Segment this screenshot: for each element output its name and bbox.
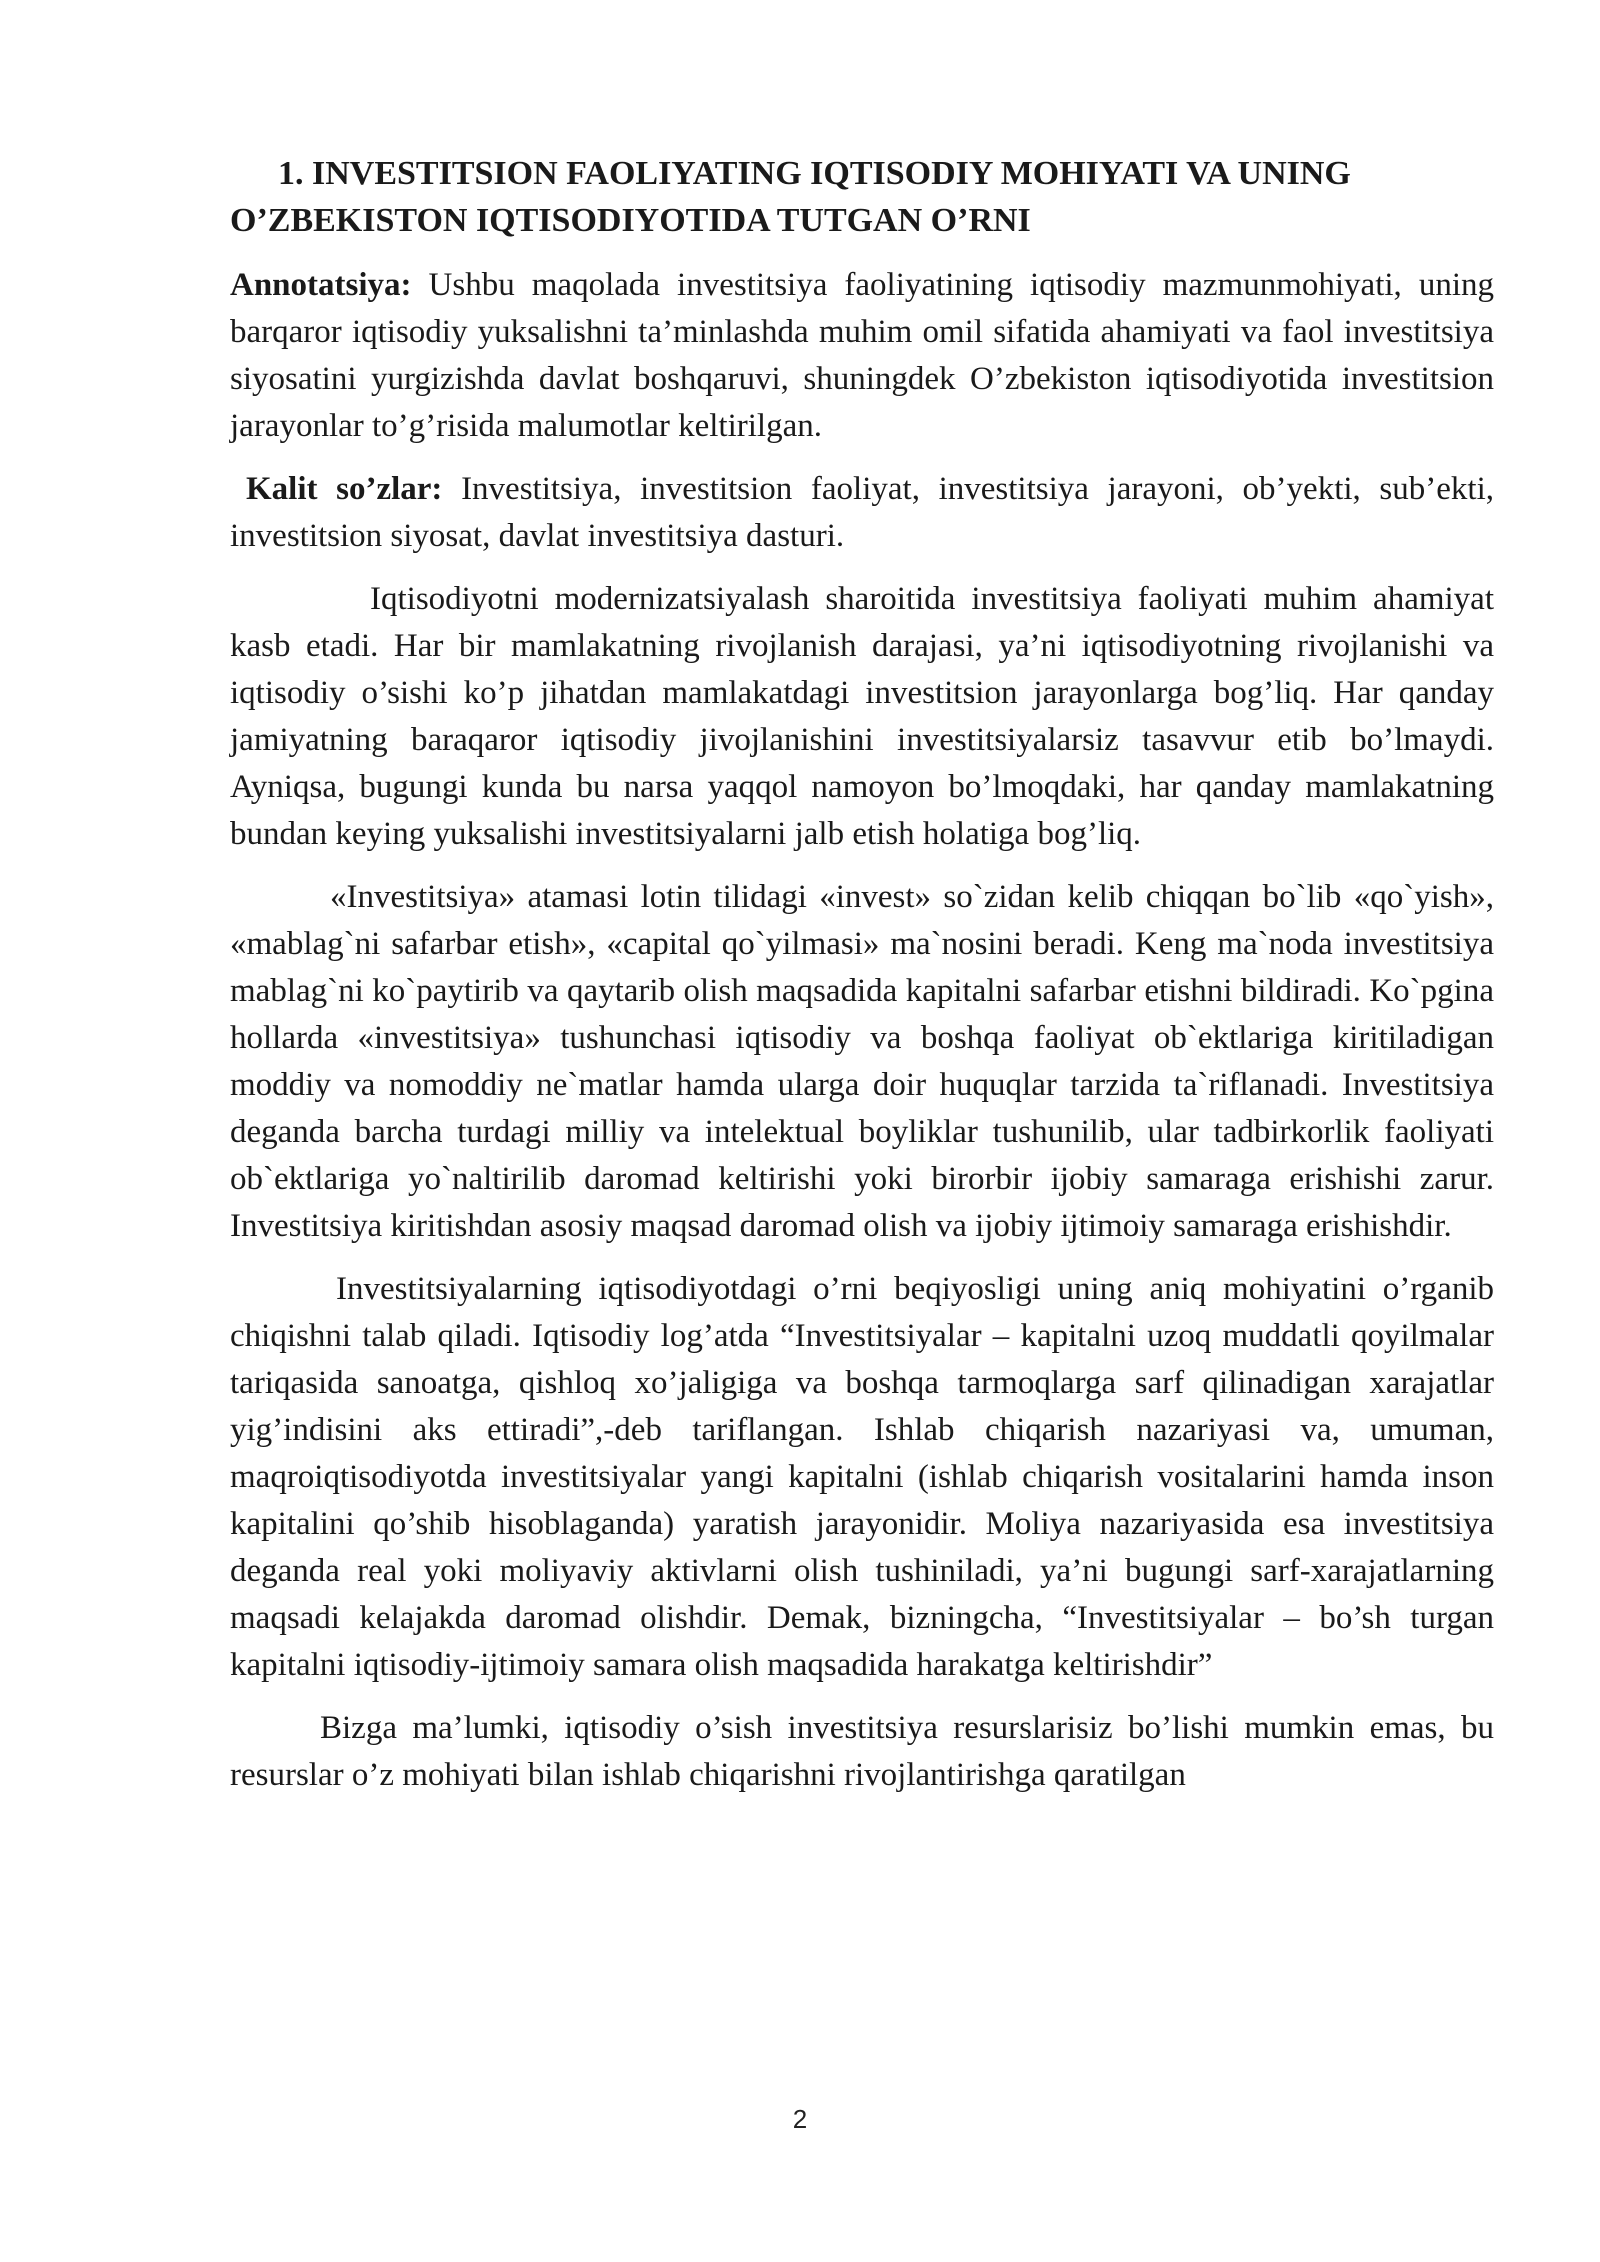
body-paragraph-2: «Investitsiya» atamasi lotin tilidagi «invest» so`zidan kelib chiqqan bo`lib «qo`yish», «mablag`ni safarbar etish», «capital qo`yilmasi» ma`nosini beradi. Keng ma`noda investitsiya mablag`ni ko`paytirib va qaytarib olish maqsadida kapitalni safarbar etishni bildiradi. Ko`pgina hollarda «investitsiya» tushunchasi iqtisodiy va boshqa faoliyat ob`ektlariga kiritiladigan moddiy va nomoddiy ne`matlar hamda ularga doir huquqlar tarzida ta`riflanadi. Investitsiya deganda barcha turdagi milliy va intelektual boyliklar tushunilib, ular tadbirkorlik faoliyati ob`ektlariga yo`naltirilib daromad keltirishi yoki birorbir ijobiy samaraga erishishi zarur. Investitsiya kiritishdan asosiy maqsad daromad olish va ijobiy ijtimoiy samaraga erishishdir. — [230, 879, 1494, 1244]
body-paragraph-4: Bizga ma’lumki, iqtisodiy o’sish investitsiya resurslarisiz bo’lishi mumkin emas, bu resurslar o’z mohiyati bilan ishlab chiqarishni rivojlantirishga qaratilgan — [230, 1710, 1494, 1793]
keywords-text: Investitsiya, investitsion faoliyat, investitsiya jarayoni, ob’yekti, sub’ekti, investitsion siyosat, davlat investitsiya dasturi. — [230, 471, 1494, 554]
keywords-label: Kalit so’zlar: — [246, 471, 443, 507]
body-paragraph-1: Iqtisodiyotni modernizatsiyalash sharoitida investitsiya faoliyati muhim ahamiyat kasb etadi. Har bir mamlakatning rivojlanish darajasi, ya’ni iqtisodiyotning rivojlanishi va iqtisodiy o’sishi ko’p jihatdan mamlakatdagi investitsion jarayonlarga bog’liq. Har qanday jamiyatning baraqaror iqtisodiy jivojlanishini investitsiyalarsiz tasavvur etib bo’lmaydi. Ayniqsa, bugungi kunda bu narsa yaqqol namoyon bo’lmoqdaki, har qanday mamlakatning bundan keying yuksalishi investitsiyalarni jalb etish holatiga bog’liq. — [230, 581, 1494, 852]
body-paragraph-3: Investitsiyalarning iqtisodiyotdagi o’rni beqiyosligi uning aniq mohiyatini o’rganib chiqishni talab qiladi. Iqtisodiy log’atda “Investitsiyalar – kapitalni uzoq muddatli qoyilmalar tariqasida sanoatga, qishloq xo’jaligiga va boshqa tarmoqlarga sarf qilinadigan xarajatlar yig’indisini aks ettiradi”,-deb tariflangan. Ishlab chiqarish nazariyasi va, umuman, maqroiqtisodiyotda investitsiyalar yangi kapitalni (ishlab chiqarish vositalarini hamda inson kapitalini qo’shib hisoblaganda) yaratish jarayonidir. Moliya nazariyasida esa investitsiya deganda real yoki moliyaviy aktivlarni olish tushiniladi, ya’ni bugungi sarf-xarajatlarning maqsadi kelajakda daromad olishdir. Demak, bizningcha, “Investitsiyalar – bo’sh turgan kapitalni iqtisodiy-ijtimoiy samara olish maqsadida harakatga keltirishdir” — [230, 1271, 1494, 1683]
abstract-paragraph — [230, 262, 1494, 450]
document-page — [230, 150, 1494, 1815]
keywords-paragraph — [230, 466, 1494, 560]
page-number: 2 — [792, 2104, 808, 2134]
abstract-label: Annotatsiya: — [230, 267, 412, 303]
document-title: 1. INVESTITSION FAOLIYATING IQTISODIY MOHIYATI VA UNING O’ZBEKISTON IQTISODIYOTIDA TUTGAN O’RNI — [230, 155, 1351, 239]
abstract-text: Ushbu maqolada investitsiya faoliyatining iqtisodiy mazmunmohiyati, uning barqaror iqtisodiy yuksalishni ta’minlashda muhim omil sifatida ahamiyati va faol investitsiya siyosatini yurgizishda davlat boshqaruvi, shuningdek O’zbekiston iqtisodiyotida investitsion jarayonlar to’g’risida malumotlar keltirilgan. — [230, 267, 1494, 444]
